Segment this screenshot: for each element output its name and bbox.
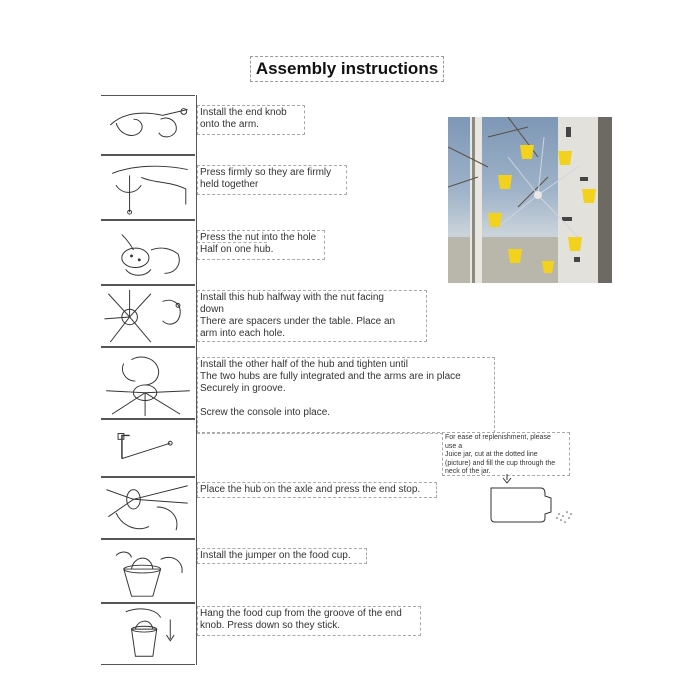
page-title: Assembly instructions [250, 56, 444, 82]
juice-jar-illustration [485, 474, 585, 534]
separator [197, 433, 443, 434]
step-8-text: Install the jumper on the food cup. [197, 548, 367, 564]
replenishment-note: For ease of replenishment, please use a Juice jar, cut at the dotted line (picture) and fill the cup through the neck of the jar. [442, 432, 570, 476]
separator [197, 242, 267, 243]
step-7-illustration [101, 477, 195, 539]
step-2-illustration [101, 155, 195, 220]
step-2-text: Press firmly so they are firmly held together [197, 165, 347, 195]
step-1-text: Install the end knob onto the arm. [197, 105, 305, 135]
step-9-illustration [101, 603, 195, 665]
step-8-illustration [101, 539, 195, 603]
step-5-text: Install the other half of the hub and tighten until The two hubs are fully integrated and the arms are in place Securely in groove. Screw the console into place. [197, 357, 495, 433]
step-4-text: Install this hub halfway with the nut facing down There are spacers under the table. Place an arm into each hole. [197, 290, 427, 342]
step-6-illustration [101, 419, 195, 477]
step-5-illustration [101, 347, 195, 419]
step-9-text: Hang the food cup from the groove of the end knob. Press down so they stick. [197, 606, 421, 636]
step-7-text: Place the hub on the axle and press the end stop. [197, 482, 437, 498]
step-4-illustration [101, 285, 195, 347]
bird-feeder-photo [448, 117, 612, 283]
step-3-text: Press the nut into the hole Half on one hub. [197, 230, 325, 260]
step-1-illustration [101, 95, 195, 155]
step-3-illustration [101, 220, 195, 285]
